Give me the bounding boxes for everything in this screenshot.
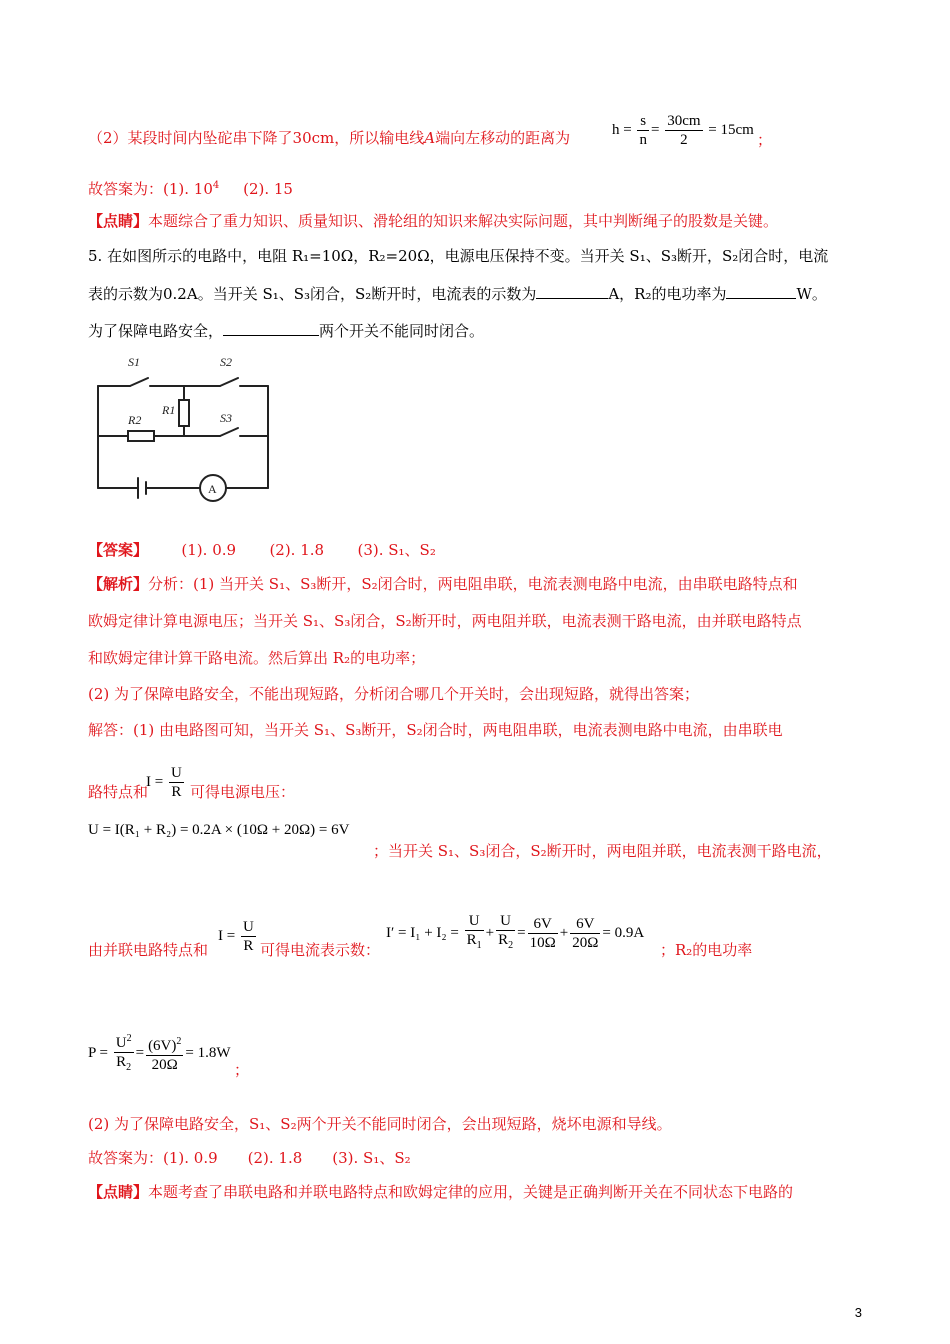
current-formula: I′ = I₁ + I₂ = $\frac{U}{R_1}$ + $\frac{U}{R_2}$ = $\frac{6V}{10\Omega}$ + $\frac{6V}{20\Omega}$ = 0.9A	[386, 913, 645, 951]
q4-answer: 故答案为：(1). $10^4$ (2). 15	[88, 180, 293, 198]
page-number: 3	[854, 1305, 862, 1320]
q5-after-i: ；R₂的电功率	[660, 941, 753, 959]
q5-stem-line2: 表的示数为0.2A。当开关 S₁、S₃闭合，S₂断开时，电流表的示数为 A，R₂的电功率为 W。	[88, 285, 827, 303]
q5-after-p: ；	[234, 1061, 250, 1079]
q5-parallel-line: 由并联电路特点和	[88, 941, 209, 959]
answer-blank-1[interactable]	[536, 284, 608, 299]
answer-blank-2[interactable]	[726, 284, 796, 299]
circuit-diagram	[92, 352, 274, 502]
r1-label: R1	[162, 403, 176, 417]
s2-label: S2	[220, 355, 232, 369]
ohm-law-formula-1: I = $\frac{U}{R}$	[146, 765, 182, 800]
ohm-law-formula-2: I = $\frac{U}{R}$	[218, 919, 254, 954]
q5-comment: 【点睛】本题考查了串联电路和并联电路特点和欧姆定律的应用，关键是正确判断开关在不同状态下电路的	[88, 1183, 794, 1201]
q5-analysis-line1: 【解析】分析：(1) 当开关 S₁、S₃断开，S₂闭合时，两电阻串联，电流表测电路中电流，由串联电路特点和	[88, 575, 798, 593]
q5-final-answer: 故答案为：(1). 0.9 (2). 1.8 (3). S₁、S₂	[88, 1149, 411, 1167]
q5-answer: 【答案】 (1). 0.9 (2). 1.8 (3). S₁、S₂	[88, 541, 436, 559]
ammeter-label: A	[208, 482, 217, 496]
q5-stem-line3: 为了保障电路安全， 两个开关不能同时闭合。	[88, 322, 485, 340]
q5-solve-line1: 解答：(1) 由电路图可知，当开关 S₁、S₃断开，S₂闭合时，两电阻串联，电流表测电路中电流，由串联电	[88, 721, 783, 739]
q5-solve-line2: 路特点和	[88, 783, 149, 801]
q4-comment: 【点睛】本题综合了重力知识、质量知识、滑轮组的知识来解决实际问题，其中判断绳子的股数是关键。	[88, 212, 779, 230]
q5-part2: (2) 为了保障电路安全，S₁、S₂两个开关不能同时闭合，会出现短路，烧坏电源和导线。	[88, 1115, 672, 1133]
q4-distance-formula: h = $\frac{s}{n}$ = $\frac{30cm}{2}$ = 15cm	[612, 113, 754, 148]
s3-label: S3	[220, 411, 232, 425]
answer-blank-3[interactable]	[223, 321, 319, 336]
q5-analysis-line2: 欧姆定律计算电源电压；当开关 S₁、S₃闭合，S₂断开时，两电阻并联，电流表测干路电流，由并联电路特点	[88, 612, 802, 630]
q5-stem-line1: 5. 在如图所示的电路中，电阻 R₁=10Ω，R₂=20Ω，电源电压保持不变。当开关 S₁、S₃断开，S₂闭合时，电流	[88, 247, 829, 265]
q5-analysis-line4: (2) 为了保障电路安全，不能出现短路，分析闭合哪几个开关时，会出现短路，就得出答案；	[88, 685, 700, 703]
r2-label: R2	[128, 413, 142, 427]
power-formula: P = $\frac{U^2}{R_2}$ = $\frac{(6V)^2}{20\Omega}$ = 1.8W	[88, 1033, 231, 1073]
s1-label: S1	[128, 355, 140, 369]
voltage-formula: U = I(R₁ + R₂) = 0.2A × (10Ω + 20Ω) = 6V	[88, 822, 350, 838]
q5-analysis-line3: 和欧姆定律计算干路电流。然后算出 R₂的电功率；	[88, 649, 426, 667]
q5-solve-line2b: 可得电源电压：	[190, 783, 296, 801]
q4-part2-line: （2）某段时间内坠砣串下降了30cm，所以输电线A端向左移动的距离为	[88, 129, 571, 147]
q4-part2-end: ；	[757, 131, 773, 149]
q5-parallel-line-b: 可得电流表示数：	[260, 941, 381, 959]
q5-after-u: ；当开关 S₁、S₃闭合，S₂断开时，两电阻并联，电流表测干路电流，	[373, 842, 832, 860]
